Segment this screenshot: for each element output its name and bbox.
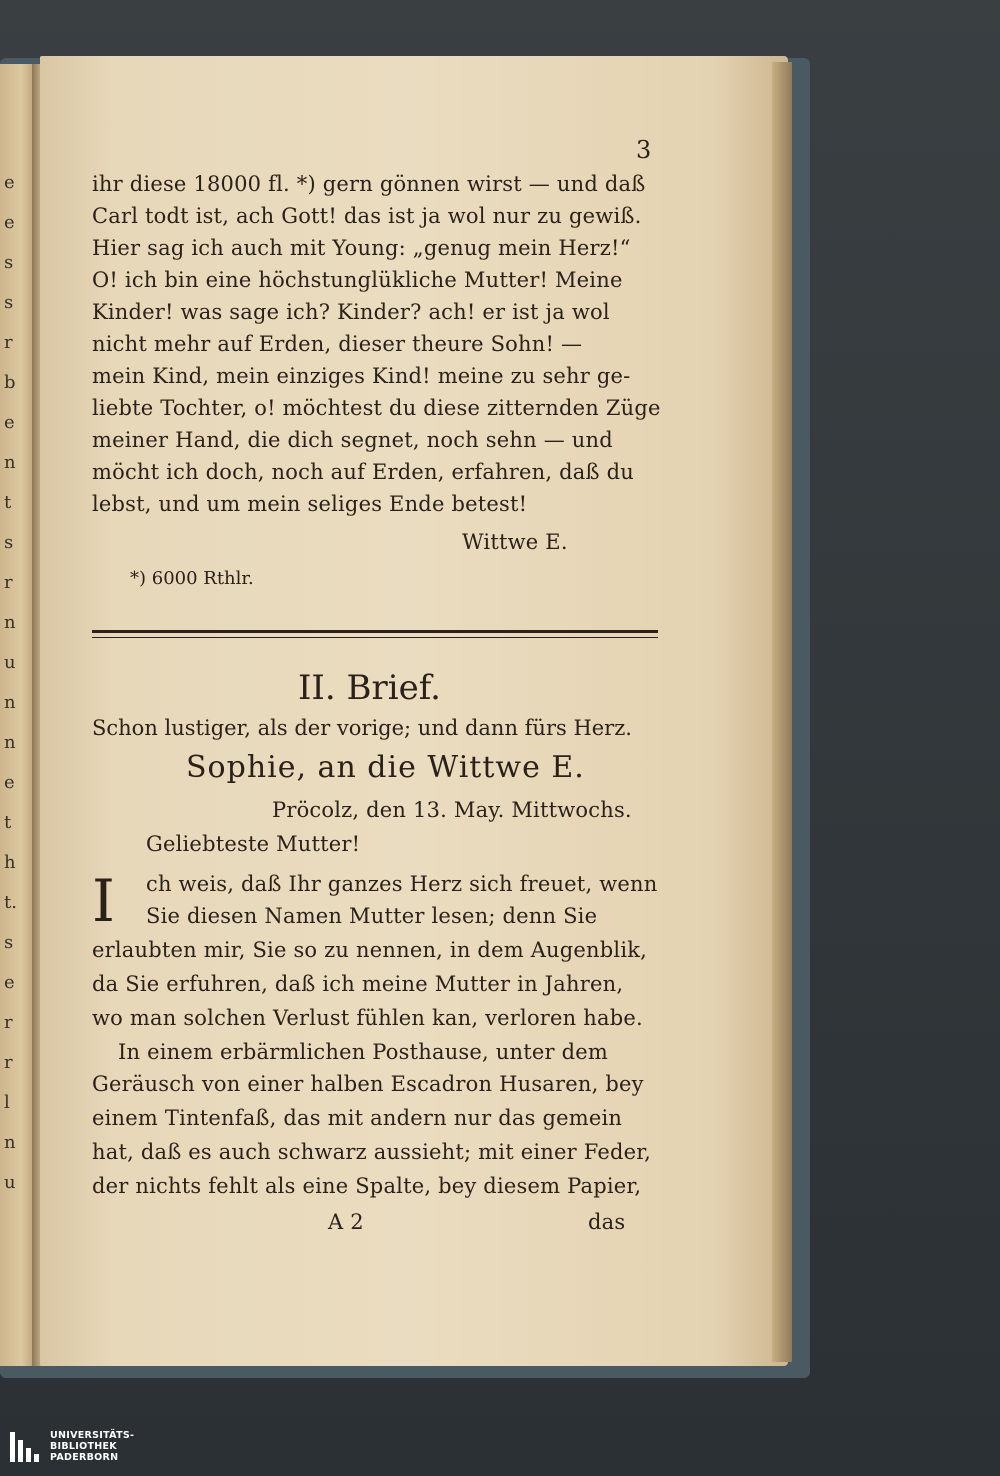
letter-heading: II. Brief. <box>298 668 441 708</box>
text-line: In einem erbärmlichen Posthause, unter dem <box>118 1040 608 1064</box>
left-page-fragment: b <box>4 372 16 393</box>
catchword: das <box>588 1210 626 1234</box>
text-line: möcht ich doch, noch auf Erden, erfahren, daß du <box>92 460 634 484</box>
left-page-fragment: n <box>4 692 16 713</box>
library-logo-icon <box>10 1432 44 1462</box>
left-page-fragment: n <box>4 452 16 473</box>
text-line: meiner Hand, die dich segnet, noch sehn — und <box>92 428 613 452</box>
left-page-fragment: u <box>4 1172 16 1193</box>
left-page-fragment: t <box>4 812 12 833</box>
left-page-fragment: n <box>4 732 16 753</box>
left-page-fragment: s <box>4 532 14 553</box>
left-page-fragment: e <box>4 972 15 993</box>
logo-line: BIBLIOTHEK <box>50 1441 117 1452</box>
left-page-fragment: u <box>4 652 16 673</box>
left-page-fragment: e <box>4 772 15 793</box>
text-line: der nichts fehlt als eine Spalte, bey diesem Papier, <box>92 1174 642 1198</box>
text-line: O! ich bin eine höchstunglükliche Mutter! Meine <box>92 268 623 292</box>
left-page-fragment: e <box>4 172 15 193</box>
page-edge <box>772 62 792 1362</box>
left-page-fragment: s <box>4 252 14 273</box>
text-line: ch weis, daß Ihr ganzes Herz sich freuet, wenn <box>146 872 658 896</box>
text-line: erlaubten mir, Sie so zu nennen, in dem Augenblik, <box>92 938 648 962</box>
left-page-fragment: r <box>4 1012 13 1033</box>
logo-line: UNIVERSITÄTS- <box>50 1430 135 1441</box>
salutation: Geliebteste Mutter! <box>146 832 361 856</box>
left-page-fragment: t. <box>4 892 17 913</box>
left-page-fragment: l <box>4 1092 10 1113</box>
left-page-fragment: n <box>4 612 16 633</box>
signature-mark: A 2 <box>328 1210 364 1234</box>
left-page-fragment: t <box>4 492 12 513</box>
page-number: 3 <box>636 136 652 164</box>
dateline: Pröcolz, den 13. May. Mittwochs. <box>272 798 632 822</box>
text-line: liebte Tochter, o! möchtest du diese zitternden Züge <box>92 396 661 420</box>
left-page-fragment: n <box>4 1132 16 1153</box>
left-page-fragment: e <box>4 212 15 233</box>
text-line: Carl todt ist, ach Gott! das ist ja wol nur zu gewiß. <box>92 204 642 228</box>
text-line: Hier sag ich auch mit Young: „genug mein Herz!“ <box>92 236 631 260</box>
left-page-fragment: r <box>4 1052 13 1073</box>
left-page-fragment: s <box>4 292 14 313</box>
signature: Wittwe E. <box>462 530 568 554</box>
footnote: *) 6000 Rthlr. <box>130 568 254 589</box>
letter-title: Sophie, an die Wittwe E. <box>186 750 585 785</box>
logo-line: PADERBORN <box>50 1452 119 1463</box>
letter-subtitle: Schon lustiger, als der vorige; und dann fürs Herz. <box>92 716 632 740</box>
text-line: ihr diese 18000 fl. *) gern gönnen wirst — und daß <box>92 172 646 196</box>
left-page-fragment: e <box>4 412 15 433</box>
section-rule-thin <box>92 637 658 638</box>
left-page-fragment: s <box>4 932 14 953</box>
left-page-edge <box>0 64 36 1366</box>
section-rule <box>92 630 658 633</box>
text-line: hat, daß es auch schwarz aussieht; mit einer Feder, <box>92 1140 652 1164</box>
drop-capital: I <box>92 867 115 935</box>
left-page-fragment: h <box>4 852 16 873</box>
text-line: mein Kind, mein einziges Kind! meine zu sehr ge- <box>92 364 631 388</box>
text-line: Kinder! was sage ich? Kinder? ach! er ist ja wol <box>92 300 610 324</box>
library-logo <box>10 1428 150 1468</box>
left-page-fragment: r <box>4 572 13 593</box>
text-line: da Sie erfuhren, daß ich meine Mutter in Jahren, <box>92 972 624 996</box>
text-line: einem Tintenfaß, das mit andern nur das gemein <box>92 1106 623 1130</box>
text-line: Geräusch von einer halben Escadron Husaren, bey <box>92 1072 644 1096</box>
library-logo-text <box>50 1430 134 1463</box>
left-page-fragment: r <box>4 332 13 353</box>
text-line: wo man solchen Verlust fühlen kan, verloren habe. <box>92 1006 643 1030</box>
text-line: lebst, und um mein seliges Ende betest! <box>92 492 528 516</box>
text-line: nicht mehr auf Erden, dieser theure Sohn! — <box>92 332 583 356</box>
text-line: Sie diesen Namen Mutter lesen; denn Sie <box>146 904 598 928</box>
